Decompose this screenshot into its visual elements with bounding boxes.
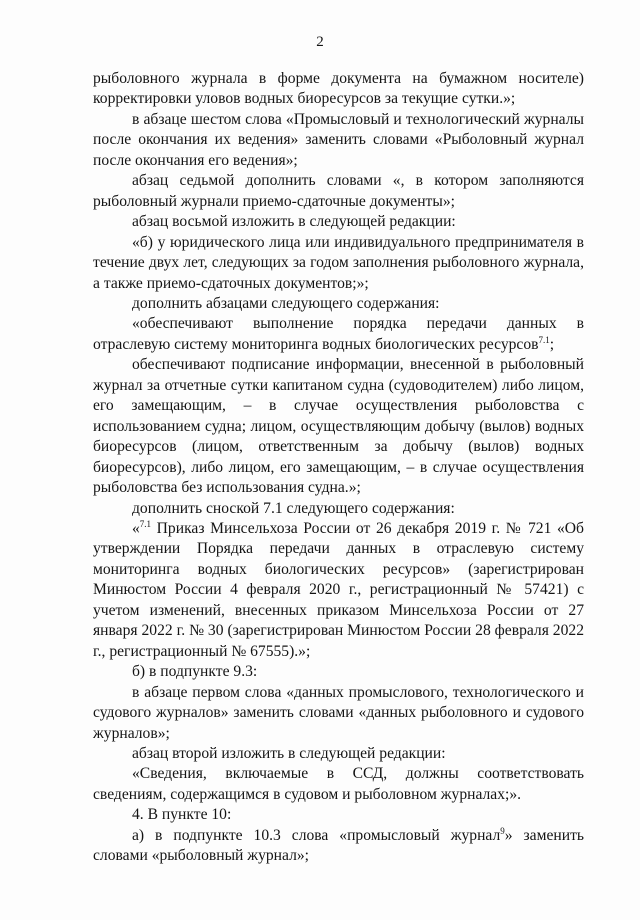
paragraph-text: Приказ Минсельхоза России от 26 декабря 2019 г. № 721 «Об утверждении Порядка передачи данных в отраслевую систему мониторинга водных биологических ресурсов» (зарегистрирован Минюстом России 4 февраля 2020 г., регистрационный № 57421) с учетом изменений, внесенных приказом Минсельхоза России от 27 января 2022 г. № 30 (зарегистрирован Минюстом России 28 февраля 2022 г., регистрационный № 67555).»;: [93, 519, 584, 660]
paragraph-text-after: ;: [549, 335, 555, 353]
paragraph: [93, 662, 584, 682]
paragraph-text: абзац восьмой изложить в следующей редакции:: [132, 213, 456, 231]
paragraph: [93, 69, 584, 110]
paragraph-text-before: «: [132, 519, 140, 537]
paragraph: [93, 294, 584, 314]
paragraph-text: «Сведения, включаемые в ССД, должны соответствовать сведениям, содержащимся в судовом и рыболовном журналах;».: [93, 765, 584, 803]
footnote-ref: 7.1: [538, 334, 550, 345]
paragraph: [93, 212, 584, 232]
paragraph: [93, 764, 584, 805]
paragraph: [93, 110, 584, 171]
paragraph-text: «б) у юридического лица или индивидуального предпринимателя в течение двух лет, следующих за годом заполнения рыболовного журнала, а также приемо-сдаточных документов;»;: [93, 233, 584, 292]
paragraph-text: «обеспечивают выполнение порядка передачи данных в отраслевую систему мониторинга водных биологических ресурсов: [93, 315, 584, 353]
paragraph-text: в абзаце первом слова «данных промыслового, технологического и судового журналов» заменить словами «данных рыболовного и судового журналов»;: [93, 683, 584, 742]
paragraph: [93, 314, 584, 355]
paragraph-text: дополнить сноской 7.1 следующего содержания:: [132, 499, 455, 517]
paragraph: [93, 233, 584, 294]
paragraph-text: б) в подпункте 9.3:: [132, 663, 258, 681]
paragraph-text: дополнить абзацами следующего содержания:: [132, 294, 440, 312]
document-body: [93, 69, 584, 867]
paragraph-text: в абзаце шестом слова «Промысловый и технологический журналы после окончания их ведения» заменить словами «Рыболовный журнал после окончания его ведения»;: [93, 110, 584, 169]
footnote-paragraph: [93, 519, 584, 662]
paragraph-text: рыболовного журнала в форме документа на бумажном носителе) корректировки уловов водных биоресурсов за текущие сутки.»;: [93, 70, 584, 108]
page-number: 2: [316, 34, 324, 50]
paragraph-text: обеспечивают подписание информации, внесенной в рыболовный журнал за отчетные сутки капитаном судна (судоводителем) либо лицом, его замещающим, – в случае осуществления рыболовства с использованием судна; лицом, осуществляющим добычу (вылов) водных биоресурсов (лицом, ответственным за добычу (вылов) водных биоресурсов), либо лицом, его замещающим, – в случае осуществления рыболовства без использования судна.»;: [93, 356, 584, 497]
paragraph: [93, 826, 584, 867]
paragraph: [93, 744, 584, 764]
paragraph: [93, 805, 584, 825]
paragraph: [93, 499, 584, 519]
paragraph-text-after: » заменить словами «рыболовный журнал»;: [93, 826, 584, 865]
paragraph-text: абзац седьмой дополнить словами «, в котором заполняются рыболовный журнали приемо-сдаточные документы»;: [93, 172, 584, 210]
footnote-mark: 7.1: [139, 518, 152, 529]
footnote-ref: 9: [500, 825, 505, 836]
paragraph: [93, 683, 584, 744]
paragraph-text: абзац второй изложить в следующей редакции:: [132, 744, 446, 762]
paragraph: [93, 171, 584, 212]
paragraph-text: 4. В пункте 10:: [132, 806, 232, 824]
paragraph-text: а) в подпункте 10.3 слова «промысловый журнал: [132, 826, 501, 844]
paragraph: [93, 355, 584, 498]
